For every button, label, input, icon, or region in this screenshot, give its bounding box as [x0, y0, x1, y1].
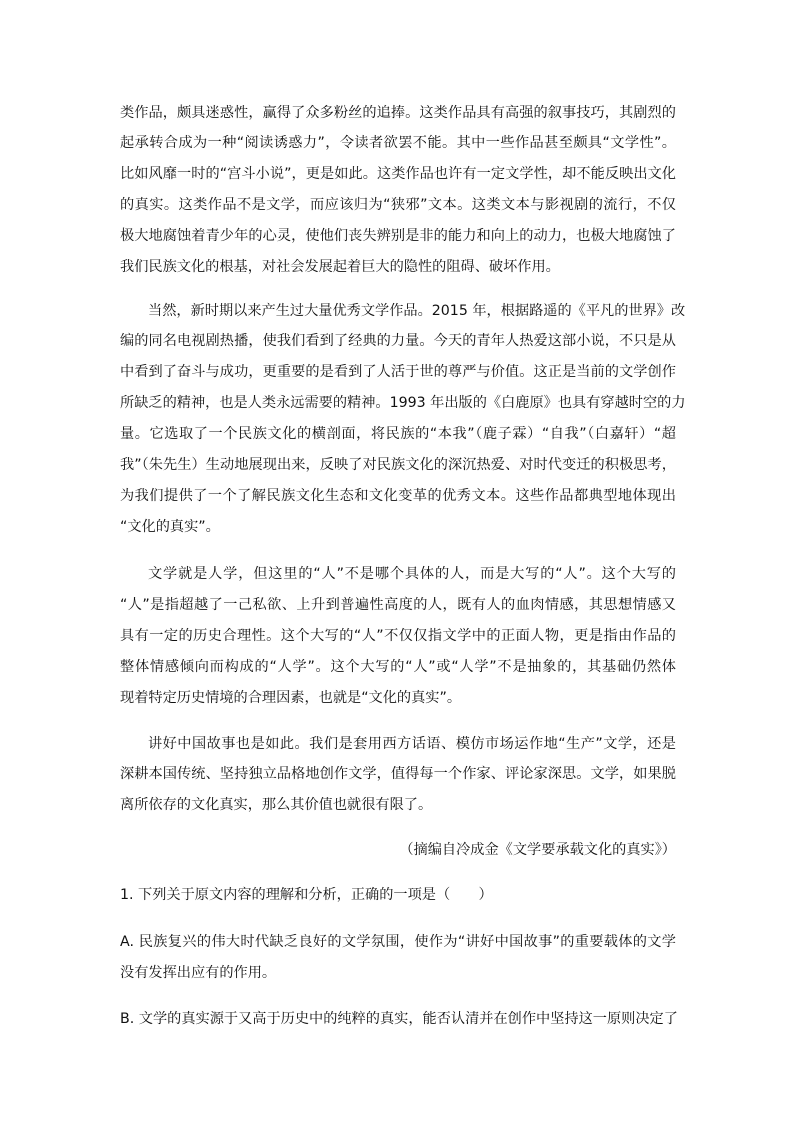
paragraph-1-line-2: 起承转合成为一种“阅读诱惑力”，令读者欲罢不能。其中一些作品甚至颇具“文学性”。: [120, 135, 676, 151]
paragraph-3-line-5: 现着特定历史情境的合理因素，也就是“文化的真实”。: [120, 690, 462, 706]
option-a-line-1: A. 民族复兴的伟大时代缺乏良好的文学氛围，使作为“讲好中国故事”的重要载体的文学: [120, 934, 676, 950]
paragraph-3-line-3: 具有一定的历史合理性。这个大写的“人”不仅仅指文学中的正面人物，更是指由作品的: [120, 628, 676, 644]
paragraph-3-line-2: “人”是指超越了一己私欲、上升到普遍性高度的人，既有人的血肉情感，其思想情感又: [120, 597, 676, 613]
paragraph-2-line-6: 我”（朱先生）生动地展现出来，反映了对民族文化的深沉热爱、对时代变迁的积极思考，: [120, 457, 676, 473]
question-stem: 1. 下列关于原文内容的理解和分析，正确的一项是（ ）: [120, 887, 493, 903]
paragraph-1-line-1: 类作品，颇具迷惑性，赢得了众多粉丝的追捧。这类作品具有高强的叙事技巧，其剧烈的: [120, 105, 676, 121]
paragraph-2-line-3: 中看到了奋斗与成功，更重要的是看到了人活于世的尊严与价值。这正是当前的文学创作: [120, 364, 676, 380]
option-b-line-1: B. 文学的真实源于又高于历史中的纯粹的真实，能否认清并在创作中坚持这一原则决定了: [120, 1011, 678, 1027]
paragraph-4-line-3: 离所依存的文化真实，那么其价值也就很有限了。: [120, 797, 433, 813]
paragraph-1-line-3: 比如风靡一时的“宫斗小说”，更是如此。这类作品也许有一定文学性，却不能反映出文化: [120, 166, 676, 182]
paragraph-1-line-4: 的真实。这类作品不是文学，而应该归为“狭邪”文本。这类文本与影视剧的流行，不仅: [120, 197, 676, 213]
paragraph-3-line-4: 整体情感倾向而构成的“人学”。这个大写的“人”或“人学”不是抽象的，其基础仍然体: [120, 659, 676, 675]
option-a-line-2: 没有发挥出应有的作用。: [120, 965, 277, 981]
paragraph-4-line-1: 讲好中国故事也是如此。我们是套用西方话语、模仿市场运作地“生产”文学，还是: [148, 736, 676, 752]
paragraph-2-line-2: 编的同名电视剧热播，使我们看到了经典的力量。今天的青年人热爱这部小说，不只是从: [120, 333, 676, 349]
paragraph-4-line-2: 深耕本国传统、坚持独立品格地创作文学，值得每一个作家、评论家深思。文学，如果脱: [120, 766, 676, 782]
paragraph-1-line-6: 我们民族文化的根基，对社会发展起着巨大的隐性的阻碍、破坏作用。: [120, 259, 560, 275]
paragraph-2-line-4: 所缺乏的精神，也是人类永远需要的精神。1993 年出版的《白鹿原》也具有穿越时空的力: [120, 395, 686, 411]
paragraph-3-line-1: 文学就是人学，但这里的“人”不是哪个具体的人，而是大写的“人”。这个大写的: [148, 566, 676, 582]
paragraph-2-line-1: 当然，新时期以来产生过大量优秀文学作品。2015 年，根据路遥的《平凡的世界》改: [148, 303, 686, 319]
paragraph-2-line-8: “文化的真实”。: [120, 519, 220, 535]
source-citation: （摘编自冷成金《文学要承载文化的真实》）: [399, 842, 676, 858]
paragraph-1-line-5: 极大地腐蚀着青少年的心灵，使他们丧失辨别是非的能力和向上的动力，也极大地腐蚀了: [120, 228, 676, 244]
paragraph-2-line-7: 为我们提供了一个了解民族文化生态和文化变革的优秀文本。这些作品都典型地体现出: [120, 488, 676, 504]
paragraph-2-line-5: 量。它选取了一个民族文化的横剖面，将民族的“本我”（鹿子霖）“自我”（白嘉轩）“超: [120, 426, 676, 442]
